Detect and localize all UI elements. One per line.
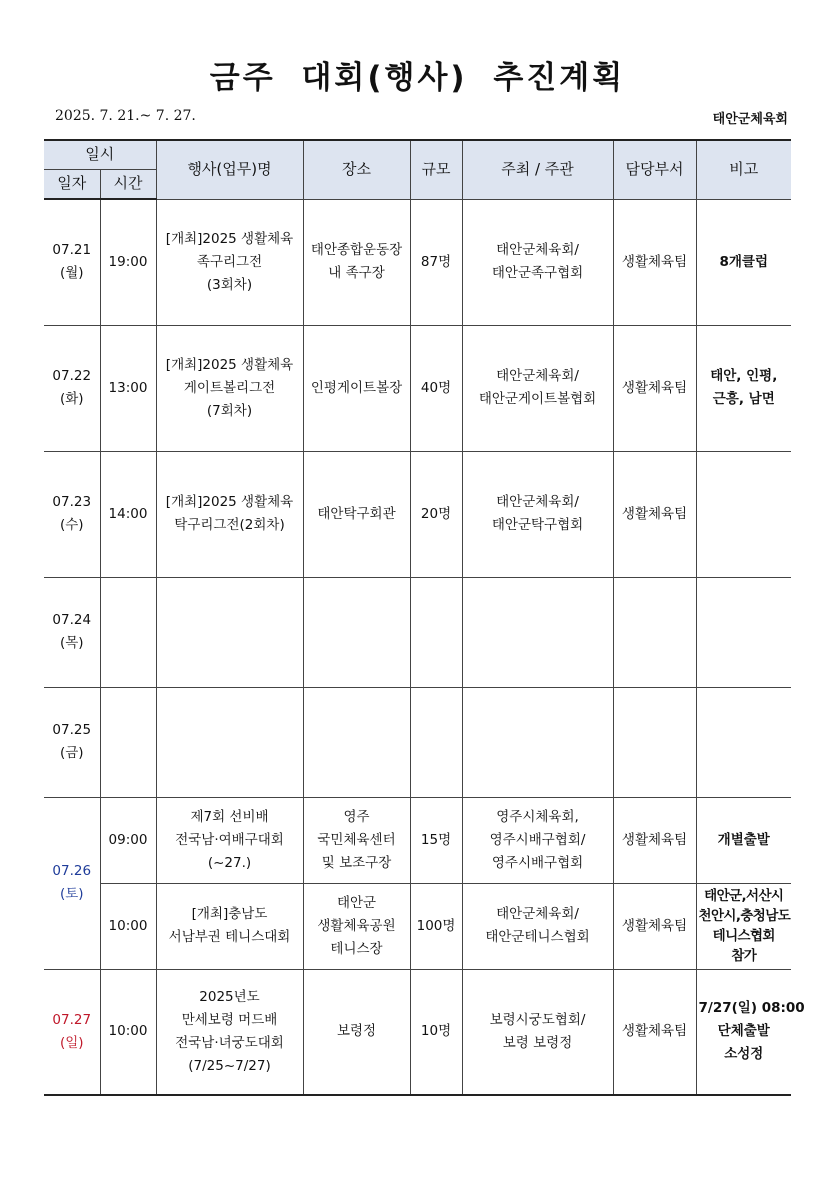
table-row (44, 969, 791, 1095)
scale-cell (410, 577, 462, 687)
host-cell (462, 577, 613, 687)
time-cell: 09:00 (100, 797, 156, 883)
dept-cell: 생활체육팀 (613, 199, 696, 325)
dept-cell: 생활체육팀 (613, 969, 696, 1095)
text-line: 태안, 인평, (710, 368, 778, 384)
text-line: [개최]2025 생활체육 (165, 230, 294, 247)
text-line: 인평게이트볼장 (310, 379, 403, 396)
text-line: 영주시체육회, (496, 808, 579, 825)
place-cell (303, 325, 410, 451)
col-header-scale: 규모 (410, 140, 462, 199)
note-cell (696, 577, 791, 687)
weekday-value: (월) (59, 265, 84, 282)
text-line: 게이트볼리그전 (183, 379, 276, 396)
event-name-cell (156, 687, 303, 797)
col-header-datetime: 일시 (44, 140, 156, 169)
table-row (44, 451, 791, 577)
scale-cell (410, 687, 462, 797)
host-cell (462, 883, 613, 969)
host-cell (462, 797, 613, 883)
note-cell (696, 687, 791, 797)
text-line: 개별출발 (717, 831, 770, 848)
date-value: 07.22 (52, 368, 92, 384)
text-line: 태안군 (336, 894, 377, 911)
place-cell (303, 797, 410, 883)
table-row (44, 797, 791, 883)
text-line: 태안군탁구협회 (491, 517, 584, 533)
note-cell (696, 883, 791, 969)
text-line: 천안시,충청남도 (698, 908, 791, 924)
place-cell (303, 883, 410, 969)
text-line: 소성정 (724, 1046, 764, 1063)
text-line: 태안군체육회/ (496, 368, 579, 384)
time-cell: 10:00 (100, 883, 156, 969)
text-line: 탁구리그전(2회차) (174, 517, 285, 533)
event-name-cell (156, 199, 303, 325)
date-value: 07.27 (52, 1011, 92, 1028)
organization-name: 태안군체육회 (712, 112, 788, 127)
text-line: 테니스협회 (712, 928, 775, 944)
place-cell (303, 577, 410, 687)
text-line: 근흥, 남면 (712, 391, 775, 407)
host-cell (462, 199, 613, 325)
note-cell (696, 969, 805, 1095)
text-line: [개최]충남도 (191, 906, 268, 922)
text-line: 7/27(일) 08:00 (698, 1000, 805, 1017)
text-line: 전국남·녀궁도대회 (175, 1034, 284, 1051)
schedule-body (44, 199, 805, 1095)
dept-cell: 생활체육팀 (613, 451, 696, 577)
schedule-table (44, 139, 805, 1096)
text-line: 태안군게이트볼협회 (478, 391, 597, 407)
dept-cell: 생활체육팀 (613, 883, 696, 969)
date-value: 07.23 (52, 494, 92, 510)
table-row (44, 325, 791, 451)
text-line: 태안군체육회/ (496, 242, 579, 258)
date-cell (44, 451, 100, 577)
text-line: 단체출발 (717, 1023, 770, 1040)
scale-cell: 100명 (410, 883, 462, 969)
date-cell (44, 797, 100, 969)
text-line: 태안종합운동장 (310, 242, 403, 258)
date-value: 07.24 (52, 612, 92, 628)
text-line: 참가 (731, 948, 757, 964)
event-name-cell (156, 797, 303, 883)
host-cell (462, 325, 613, 451)
place-cell (303, 687, 410, 797)
scale-cell: 40명 (410, 325, 462, 451)
weekday-value: (화) (59, 391, 84, 407)
table-row (44, 687, 791, 797)
note-cell (696, 797, 791, 883)
text-line: (~27.) (207, 854, 252, 871)
weekday-value: (금) (59, 745, 84, 761)
table-row (44, 199, 791, 325)
col-header-note: 비고 (696, 140, 791, 199)
host-cell (462, 969, 613, 1095)
col-header-event: 행사(업무)명 (156, 140, 303, 199)
text-line: 태안탁구회관 (317, 505, 396, 522)
date-cell (44, 687, 100, 797)
text-line: 서남부권 테니스대회 (168, 929, 291, 945)
text-line: 영주 (343, 808, 370, 825)
text-line: 8개클럽 (719, 253, 769, 270)
event-name-cell (156, 577, 303, 687)
text-line: 태안군체육회/ (496, 494, 579, 510)
text-line: 태안군체육회/ (496, 906, 579, 922)
text-line: 및 보조구장 (321, 854, 392, 871)
scale-cell: 87명 (410, 199, 462, 325)
date-value: 07.26 (52, 863, 92, 879)
text-line: 전국남·여배구대회 (175, 831, 284, 848)
weekday-value: (일) (59, 1034, 84, 1051)
period-range: 2025. 7. 21.~ 7. 27. (55, 108, 196, 124)
col-header-dept: 담당부서 (613, 140, 696, 199)
text-line: (7회차) (206, 402, 253, 419)
dept-cell (613, 687, 696, 797)
time-cell: 13:00 (100, 325, 156, 451)
note-cell (696, 325, 791, 451)
time-cell: 10:00 (100, 969, 156, 1095)
time-cell (100, 577, 156, 687)
text-line: 태안군족구협회 (491, 265, 584, 281)
text-line: 만세보령 머드배 (181, 1011, 278, 1028)
text-line: 영주시배구협회/ (489, 831, 586, 848)
dept-cell (613, 577, 696, 687)
text-line: 내 족구장 (328, 265, 385, 281)
text-line: 태안군,서산시 (704, 888, 784, 904)
text-line: 태안군테니스협회 (485, 929, 590, 945)
time-cell: 19:00 (100, 199, 156, 325)
text-line: 국민체육센터 (317, 831, 396, 848)
scale-cell: 20명 (410, 451, 462, 577)
text-line: (7/25~7/27) (188, 1057, 271, 1074)
text-line: 생활체육공원 (317, 917, 396, 934)
date-cell (44, 199, 100, 325)
col-header-place: 장소 (303, 140, 410, 199)
text-line: (3회차) (206, 276, 253, 293)
table-row (44, 577, 791, 687)
time-cell: 14:00 (100, 451, 156, 577)
page-title: 금주 대회(행사) 추진계획 (209, 60, 626, 96)
date-cell (44, 325, 100, 451)
event-name-cell (156, 883, 303, 969)
text-line: 보령정 (336, 1023, 377, 1040)
note-cell (696, 451, 791, 577)
event-name-cell (156, 969, 303, 1095)
date-cell (44, 969, 100, 1095)
time-cell (100, 687, 156, 797)
event-name-cell (156, 325, 303, 451)
weekday-value: (토) (59, 886, 84, 902)
date-value: 07.21 (52, 242, 92, 259)
col-header-host: 주최 / 주관 (462, 140, 613, 199)
text-line: 제7회 선비배 (190, 808, 269, 825)
col-header-time: 시간 (100, 169, 156, 199)
text-line: 족구리그전 (196, 253, 263, 270)
event-name-cell (156, 451, 303, 577)
col-header-date: 일자 (44, 169, 100, 199)
text-line: 영주시배구협회 (491, 854, 584, 871)
text-line: 테니스장 (330, 940, 383, 957)
host-cell (462, 451, 613, 577)
table-row (44, 883, 791, 969)
place-cell (303, 451, 410, 577)
host-cell (462, 687, 613, 797)
text-line: [개최]2025 생활체육 (165, 356, 294, 373)
note-cell (696, 199, 791, 325)
weekday-value: (수) (59, 517, 84, 533)
weekday-value: (목) (59, 635, 84, 651)
text-line: 보령시궁도협회/ (489, 1011, 586, 1028)
place-cell (303, 199, 410, 325)
place-cell (303, 969, 410, 1095)
dept-cell: 생활체육팀 (613, 325, 696, 451)
scale-cell: 15명 (410, 797, 462, 883)
text-line: 보령 보령정 (502, 1034, 573, 1051)
dept-cell: 생활체육팀 (613, 797, 696, 883)
date-value: 07.25 (52, 722, 92, 738)
date-cell (44, 577, 100, 687)
scale-cell: 10명 (410, 969, 462, 1095)
text-line: [개최]2025 생활체육 (165, 494, 294, 510)
text-line: 2025년도 (199, 988, 260, 1005)
